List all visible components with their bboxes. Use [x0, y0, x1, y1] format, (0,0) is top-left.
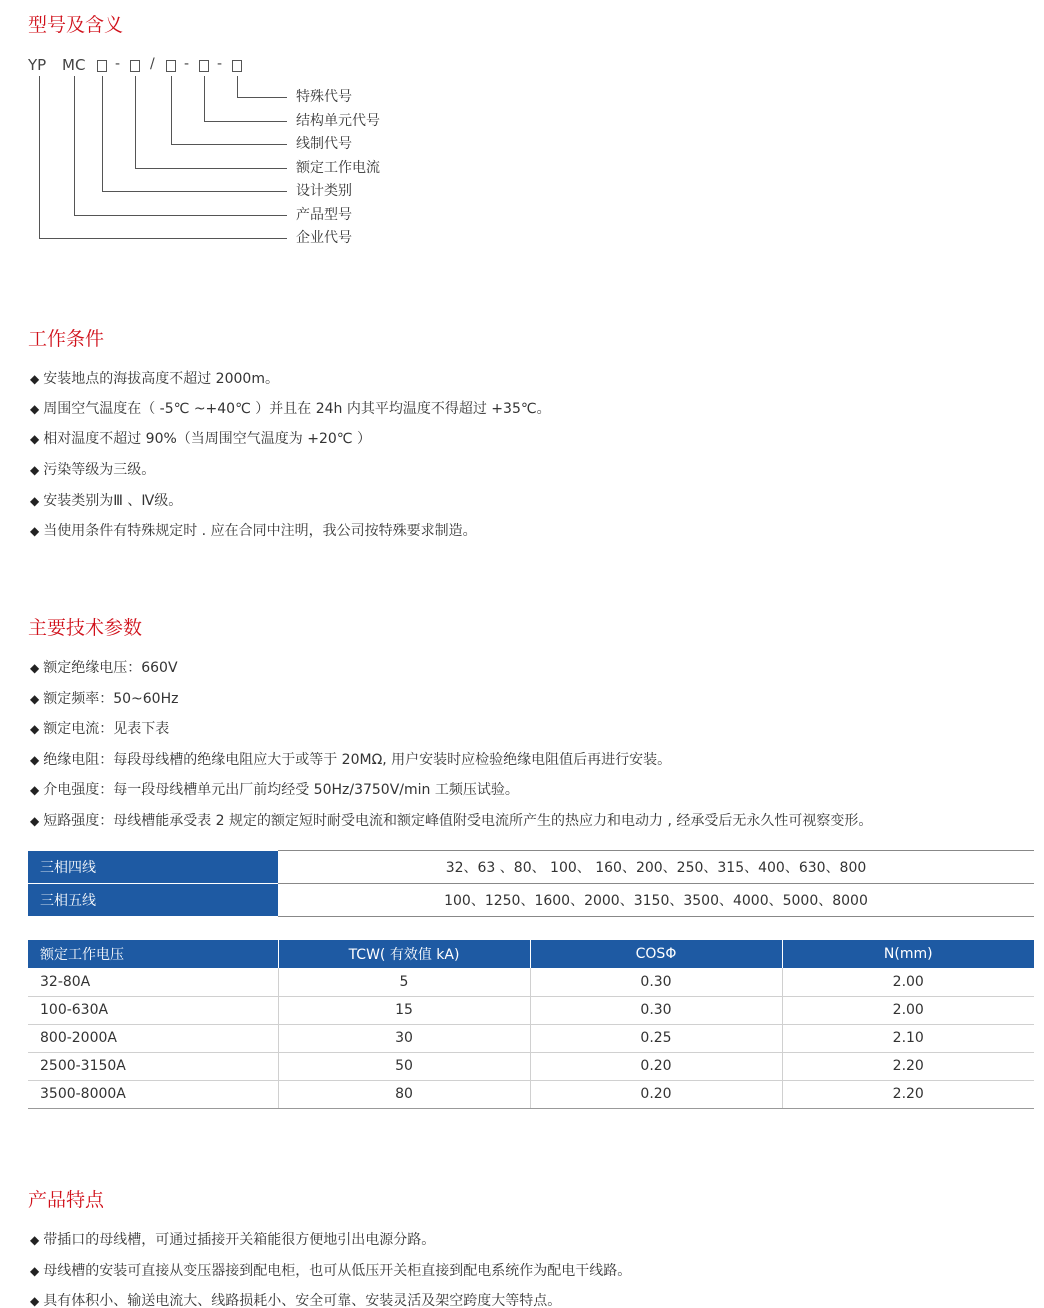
model-label-structure: 结构单元代号	[296, 113, 380, 129]
code-dash: -	[217, 56, 223, 72]
table-cell: 2.20	[782, 1080, 1034, 1108]
section-title-conditions: 工作条件	[28, 328, 105, 350]
model-label-company: 企业代号	[296, 230, 352, 246]
table-cell: 30	[278, 1024, 530, 1052]
table-row	[28, 884, 1034, 917]
code-slash: /	[150, 56, 155, 72]
connector-line	[237, 76, 238, 97]
diamond-bullet-icon: ◆	[30, 1264, 40, 1278]
table-header: TCW( 有效值 kA)	[278, 940, 530, 968]
table-header-row	[28, 940, 1034, 968]
params-item: ◆ 额定电流：见表下表	[30, 721, 170, 737]
code-box-wire	[166, 60, 176, 72]
code-dash: -	[184, 56, 190, 72]
table-cell: 2.00	[782, 968, 1034, 996]
table-row	[28, 851, 1034, 884]
connector-line	[171, 144, 287, 145]
table-header: 额定工作电压	[28, 940, 278, 968]
diamond-bullet-icon: ◆	[30, 783, 40, 797]
short-circuit-table	[28, 940, 1034, 1109]
table-cell: 2500-3150A	[28, 1052, 278, 1080]
diamond-bullet-icon: ◆	[30, 463, 40, 477]
table-cell: 50	[278, 1052, 530, 1080]
diamond-bullet-icon: ◆	[30, 692, 40, 706]
section-title-model: 型号及含义	[28, 14, 124, 36]
table-cell: 3500-8000A	[28, 1080, 278, 1108]
code-box-special	[232, 60, 242, 72]
model-label-special: 特殊代号	[296, 89, 352, 105]
code-main: MC	[62, 56, 86, 74]
code-box-current	[130, 60, 140, 72]
diamond-bullet-icon: ◆	[30, 432, 40, 446]
table-cell: 32-80A	[28, 968, 278, 996]
params-item: ◆ 介电强度：每一段母线槽单元出厂前均经受 50Hz/3750V/min 工频压试验。	[30, 782, 519, 798]
table-cell: 0.30	[530, 996, 782, 1024]
table-cell: 2.00	[782, 996, 1034, 1024]
features-item: ◆ 具有体积小、输送电流大、线路损耗小、安全可靠、安装灵活及架空跨度大等特点。	[30, 1293, 562, 1308]
connector-line	[171, 76, 172, 144]
conditions-item: ◆ 安装地点的海拔高度不超过 2000m。	[30, 371, 279, 387]
diamond-bullet-icon: ◆	[30, 722, 40, 736]
connector-line	[74, 215, 287, 216]
model-label-current: 额定工作电流	[296, 160, 380, 176]
table-cell: 2.10	[782, 1024, 1034, 1052]
connector-line	[204, 76, 205, 121]
params-item: ◆ 额定频率：50~60Hz	[30, 691, 179, 707]
section-title-params: 主要技术参数	[28, 617, 143, 639]
diamond-bullet-icon: ◆	[30, 753, 40, 767]
table-cell: 5	[278, 968, 530, 996]
code-box-structure	[199, 60, 209, 72]
table-row	[28, 1024, 1034, 1052]
wiring-current-table	[28, 850, 1034, 917]
table-row-label: 三相五线	[28, 884, 278, 917]
table-cell: 100、1250、1600、2000、3150、3500、4000、5000、8000	[278, 884, 1034, 917]
connector-line	[39, 238, 287, 239]
diamond-bullet-icon: ◆	[30, 524, 40, 538]
code-dash: -	[115, 56, 121, 72]
model-label-wire: 线制代号	[296, 136, 352, 152]
table-row-label: 三相四线	[28, 851, 278, 884]
diamond-bullet-icon: ◆	[30, 1233, 40, 1247]
table-cell: 0.20	[530, 1080, 782, 1108]
table-header: COSΦ	[530, 940, 782, 968]
params-item: ◆ 额定绝缘电压：660V	[30, 660, 178, 676]
connector-line	[135, 168, 287, 169]
conditions-item: ◆ 污染等级为三级。	[30, 462, 156, 478]
connector-line	[237, 97, 287, 98]
diamond-bullet-icon: ◆	[30, 494, 40, 508]
table-cell: 0.30	[530, 968, 782, 996]
table-cell: 100-630A	[28, 996, 278, 1024]
connector-line	[74, 76, 75, 215]
table-cell: 80	[278, 1080, 530, 1108]
table-cell: 0.20	[530, 1052, 782, 1080]
table-row	[28, 996, 1034, 1024]
connector-line	[39, 76, 40, 238]
conditions-item: ◆ 相对温度不超过 90%（当周围空气温度为 +20℃ ）	[30, 431, 371, 447]
connector-line	[102, 191, 287, 192]
model-label-product: 产品型号	[296, 207, 352, 223]
table-cell: 0.25	[530, 1024, 782, 1052]
features-item: ◆ 带插口的母线槽，可通过插接开关箱能很方便地引出电源分路。	[30, 1232, 436, 1248]
diamond-bullet-icon: ◆	[30, 402, 40, 416]
params-item: ◆ 绝缘电阻：每段母线槽的绝缘电阻应大于或等于 20MΩ, 用户安装时应检验绝缘电阻值后再进行安装。	[30, 752, 672, 768]
conditions-item: ◆ 安装类别为Ⅲ 、Ⅳ级。	[30, 493, 183, 509]
table-cell: 32、63 、80、 100、 160、200、250、315、400、630、800	[278, 851, 1034, 884]
connector-line	[102, 76, 103, 191]
table-row	[28, 1052, 1034, 1080]
table-cell: 800-2000A	[28, 1024, 278, 1052]
params-item: ◆ 短路强度：母线槽能承受表 2 规定的额定短时耐受电流和额定峰值附受电流所产生的热应力和电动力 , 经承受后无永久性可视察变形。	[30, 813, 873, 829]
code-prefix: YP	[28, 56, 47, 74]
code-box-design	[97, 60, 107, 72]
section-title-features: 产品特点	[28, 1189, 105, 1211]
diamond-bullet-icon: ◆	[30, 814, 40, 828]
model-label-design: 设计类别	[296, 183, 352, 199]
conditions-item: ◆ 当使用条件有特殊规定时 . 应在合同中注明，我公司按特殊要求制造。	[30, 523, 477, 539]
diamond-bullet-icon: ◆	[30, 372, 40, 386]
table-cell: 15	[278, 996, 530, 1024]
diamond-bullet-icon: ◆	[30, 661, 40, 675]
diamond-bullet-icon: ◆	[30, 1294, 40, 1308]
table-row	[28, 1080, 1034, 1108]
connector-line	[204, 121, 287, 122]
table-cell: 2.20	[782, 1052, 1034, 1080]
table-header: N(mm)	[782, 940, 1034, 968]
table-row	[28, 968, 1034, 996]
connector-line	[135, 76, 136, 168]
conditions-item: ◆ 周围空气温度在（ -5℃ ~+40℃ ）并且在 24h 内其平均温度不得超过 +35℃。	[30, 401, 551, 417]
features-item: ◆ 母线槽的安装可直接从变压器接到配电柜，也可从低压开关柜直接到配电系统作为配电干线路。	[30, 1263, 632, 1279]
